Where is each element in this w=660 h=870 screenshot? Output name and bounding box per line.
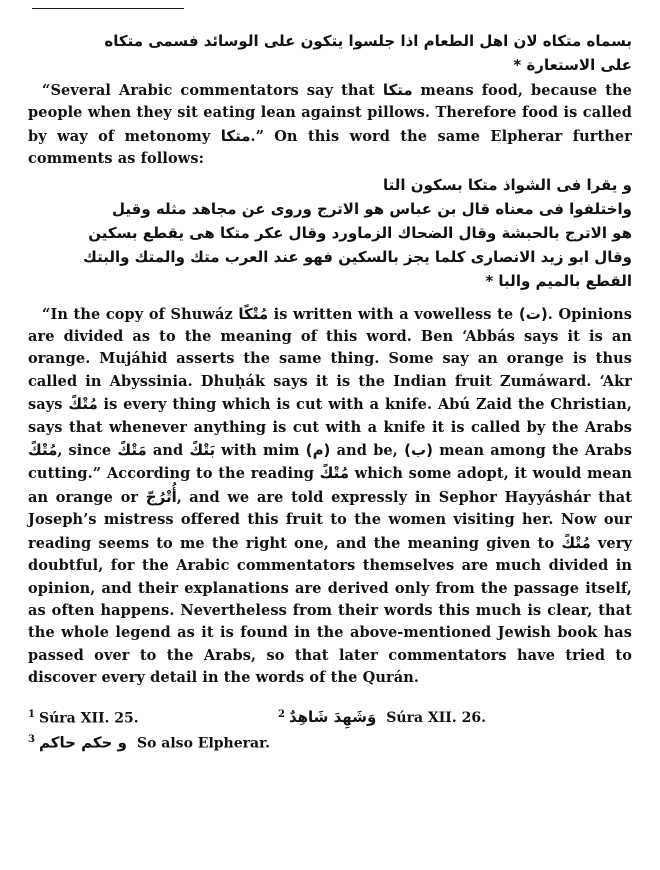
arabic-quote-2-line-4: وقال ابو زيد الانصارى كلما يجز بالسكين فهو عند العرب متك والمتك والبتك: [83, 247, 632, 266]
arabic-term: (ت): [518, 304, 548, 323]
arabic-quote-2-line-3: هو الاترج بالحبشة وقال الضحاك الزماورد وقال عكر متكا هى يقطع بسكين: [88, 223, 632, 242]
footnote-row-1: [28, 704, 632, 730]
footnote-3-arabic: و حكم حاكم: [38, 733, 127, 752]
arabic-quote-2: [28, 173, 632, 293]
arabic-term: مُتْكً: [319, 464, 350, 483]
arabic-term: مَتْكً: [117, 441, 147, 460]
arabic-term: أُتْرُجّ: [145, 487, 177, 506]
arabic-term: متكا: [382, 81, 413, 99]
arabic-term: (ب): [404, 441, 434, 460]
arabic-quote-1: [28, 29, 632, 77]
arabic-quote-1-line-2: على الاستعارة *: [513, 56, 632, 74]
arabic-quote-2-line-2: واختلفوا فى معناه قال بن عباس هو الاترج وروى عن مجاهد مثله وقيل: [112, 199, 632, 218]
document-page: [28, 8, 632, 755]
top-rule: [32, 8, 184, 9]
footnote-row-2: [28, 729, 632, 755]
arabic-term: متكا: [220, 126, 251, 145]
footnote-2-number: 2: [278, 708, 285, 720]
footnote-2: [278, 710, 486, 726]
paragraph-shuwaz: “In the copy of Shuwáz مُتْكًا is written with a vowelless te (ت). Opinions are divided as to the meaning of this word. Ben ‘Abbás says it is an orange. Mujáhid asserts the same thing. Some say an orange is thus called in Abyssinia. Dhuḥák says it is the Indian fruit Zumáward. ‘Akr says مُتْكً is every thing which is cut with a knife. Abú Zaid the Christian, says that whenever anything is cut with a knife it is called by the Arabs مُتْكً, since مَتْكً and بَتْكً with mim (م) and be, (ب) mean among the Arabs cutting.” According to the reading مُتْكً which some adopt, it would mean an orange or أُتْرُجّ, and we are told expressly in Sephor Hayyáshár that Joseph’s mistress offered this fruit to the women visiting her. Now our reading seems to me the right one, and the meaning given to مُتْكً very doubtful, for the Arabic commentators themselves are much divided in opinion, and their explanations are derived only from the passage itself, as often happens. Nevertheless from their words this much is clear, that the whole legend as it is found in the above-mentioned Jewish book has passed over to the Arabs, so that later commentators have tried to discover every detail in the words of the Qurán.: [28, 304, 633, 687]
footnote-3-number: 3: [28, 734, 35, 746]
arabic-term: مُتْكًا: [238, 304, 269, 323]
footnote-1-number: 1: [28, 708, 35, 720]
footnote-1-text: Súra XII. 25.: [38, 710, 139, 727]
arabic-term: بَتْكً: [189, 441, 216, 460]
arabic-quote-2-line-1: و يقرا فى الشواذ متكا بسكون التا: [383, 175, 632, 194]
footnotes: [28, 704, 632, 755]
footnote-3-text: So also Elpherar.: [136, 735, 271, 752]
arabic-term: (م): [305, 441, 331, 460]
footnote-2-arabic: وَشَهِدَ شَاهِدٌ: [288, 708, 377, 727]
arabic-term: مُتْكً: [28, 441, 58, 460]
arabic-term: مُتْكً: [561, 533, 591, 552]
arabic-quote-2-line-5: القطع بالميم والبا *: [485, 271, 632, 290]
arabic-term: مُتْكً: [68, 395, 98, 414]
arabic-quote-1-line-1: بسماه متكاه لان اهل الطعام اذا جلسوا يتكون على الوسائد فسمى متكاه: [104, 32, 632, 50]
footnote-1: [28, 704, 278, 730]
paragraph-commentators: “Several Arabic commentators say that متكا means food, because the people when they sit eating lean against pillows. Therefore food is called by way of metonomy متكا.” On this word the same Elpherar further comments as follows:: [28, 81, 632, 168]
footnote-2-text: Súra XII. 26.: [386, 710, 486, 727]
